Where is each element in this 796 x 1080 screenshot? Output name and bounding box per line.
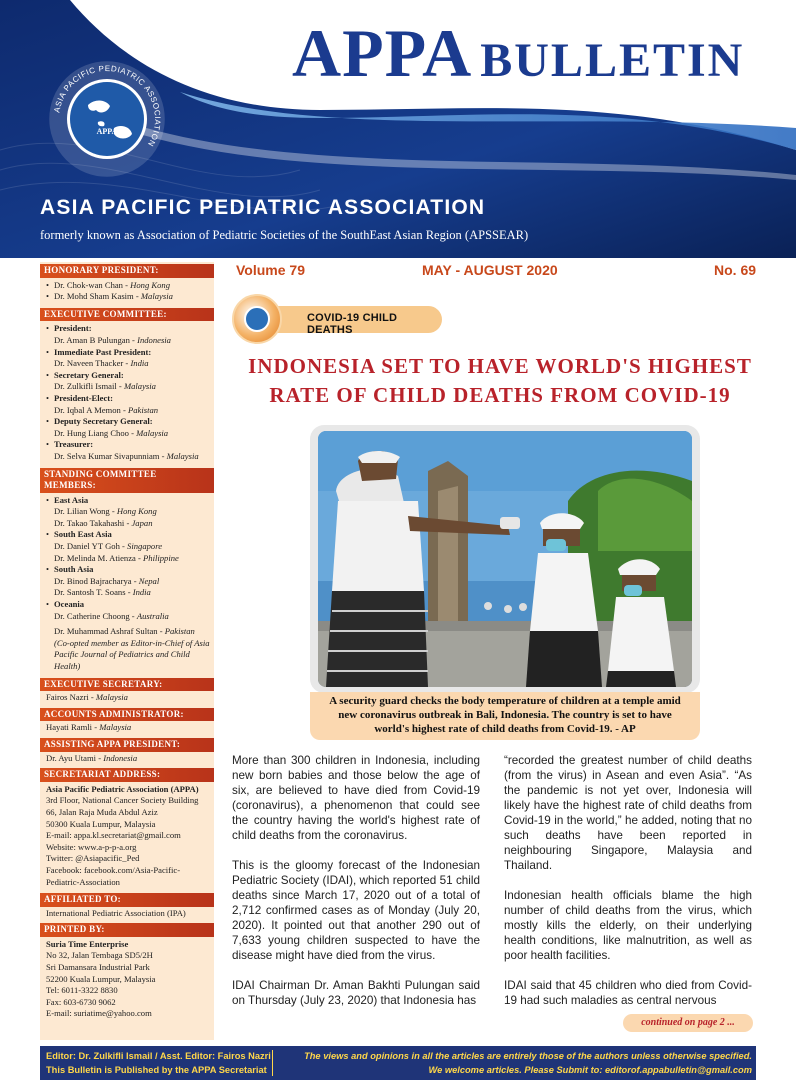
list-item: • Immediate Past President: Dr. Naveen Thacker - India <box>46 347 210 370</box>
accounts-administrator: Hayati Ramli - Malaysia <box>46 722 132 733</box>
appa-logo <box>48 60 166 178</box>
executive-list <box>40 321 214 465</box>
list-item: • President-Elect: Dr. Iqbal A Memon - Pakistan <box>46 393 210 416</box>
logo-center-text: APPA <box>96 127 118 136</box>
secretariat-address: Asia Pacific Pediatric Association (APPA) 3rd Floor, National Cancer Society Building 66, Jalan Raja Muda Abdul Aziz 50300 Kuala Lumpur, Malaysia E-mail: appa.kl.secretariat@gmail.com Website: www.a-p-p-a.org Twitter: @Asiapacific_Ped Facebook: facebook.com/Asia-Pacific-Pediatric-Association <box>40 782 214 891</box>
masthead <box>0 0 796 258</box>
footer-credits <box>46 1049 271 1077</box>
logo-ring-text: ASIA PACIFIC PEDIATRIC ASSOCIATION <box>52 63 163 149</box>
submission-line[interactable]: We welcome articles. Please Submit to: editorof.appabulletin@gmail.com <box>428 1065 752 1075</box>
issue-number: No. 69 <box>714 262 757 278</box>
editors-line: Editor: Dr. Zulkifli Ismail / Asst. Editor: Fairos Nazri <box>46 1051 271 1061</box>
coopted-note: (Co-opted member as Editor-in-Chief of Asia Pacific Journal of Pediatrics and Child Health) <box>54 637 210 671</box>
paragraph: More than 300 children in Indonesia, including new born babies and those below the age of six, are believed to have died from Covid-19 (coronavirus), a phenomenon that could see the country having the world's highest rate of child deaths from the coronavirus. <box>232 754 480 842</box>
title-bulletin: BULLETIN <box>480 34 745 87</box>
paragraph: IDAI said that 45 children who died from Covid-19 had such maladies as central nervous <box>504 979 752 1007</box>
secretariat-email[interactable]: E-mail: appa.kl.secretariat@gmail.com <box>46 830 181 841</box>
printed-by-heading: PRINTED BY: <box>40 923 214 937</box>
affiliated-heading: AFFILIATED TO: <box>40 893 214 907</box>
secretariat-heading: SECRETARIAT ADDRESS: <box>40 768 214 782</box>
standing-list <box>40 493 214 676</box>
list-item: • President: Dr. Aman B Pulungan - Indonesia <box>46 323 210 346</box>
list-item: • Secretary General: Dr. Zulkifli Ismail - Malaysia <box>46 370 210 393</box>
list-item: • East Asia Dr. Lilian Wong - Hong Kong Dr. Takao Takahashi - Japan <box>46 495 210 530</box>
paragraph: Indonesian health officials blame the high number of child deaths from the virus, which mostly kills the elderly, on their underlying health conditions, like malnutrition, as well as poor health facilities. <box>504 889 752 962</box>
photo-caption: A security guard checks the body temperature of children at a temple amid new coronavirus outbreak in Bali, Indonesia. The country is set to have world's highest rate of child deaths from Covid-19. - AP <box>310 692 700 740</box>
issue-info <box>232 262 756 278</box>
assisting-president: Dr. Ayu Utami - Indonesia <box>46 752 138 763</box>
assisting-heading: ASSISTING APPA PRESIDENT: <box>40 738 214 752</box>
affiliation: International Pediatric Association (IPA) <box>46 907 186 918</box>
list-item: • South East Asia Dr. Daniel YT Goh - Singapore Dr. Melinda M. Atienza - Philippine <box>46 529 210 564</box>
section-tag <box>232 294 442 344</box>
printer-address: Suria Time Enterprise No 32, Jalan Tembaga SD5/2H Sri Damansara Industrial Park 52200 Kuala Lumpur, Malaysia Tel: 6011-3322 8830 Fax: 603-6730 9062 E-mail: suriatime@yahoo.com <box>40 937 214 1023</box>
temple-temperature-check-image <box>318 431 692 687</box>
publisher-line: This Bulletin is Published by the APPA Secretariat <box>46 1065 267 1075</box>
footer-bar <box>40 1046 756 1080</box>
globe-icon <box>232 294 282 344</box>
footer-notice <box>280 1049 752 1077</box>
executive-secretary-heading: EXECUTIVE SECRETARY: <box>40 678 214 692</box>
continued-link[interactable]: continued on page 2 ... <box>623 1014 753 1032</box>
disclaimer-line: The views and opinions in all the articles are entirely those of the authors unless otherwise specified. <box>304 1051 752 1061</box>
issue-date: MAY - AUGUST 2020 <box>422 262 558 278</box>
paragraph: “recorded the greatest number of child deaths (from the virus) in Asean and even Asia”. “As the pandemic is not yet over, Indonesia will likely have the highest rate of child deaths from Covid-19 in the world,” he added, noting that no such deaths have been reported in neighbouring Singapore, Malaysia and Thailand. <box>504 754 752 872</box>
list-item: • Deputy Secretary General: Dr. Hung Liang Choo - Malaysia <box>46 416 210 439</box>
footer-divider <box>272 1050 273 1076</box>
list-item: • Dr. Chok-wan Chan - Hong Kong <box>46 280 210 292</box>
secretariat-website[interactable]: Website: www.a-p-p-a.org <box>46 841 137 852</box>
sidebar-directory <box>40 262 214 1040</box>
article-column-2 <box>504 753 752 1023</box>
volume-label: Volume 79 <box>236 262 305 278</box>
article-headline: INDONESIA SET TO HAVE WORLD'S HIGHEST RATE OF CHILD DEATHS FROM COVID-19 <box>248 354 752 407</box>
formerly-known-as: formerly known as Association of Pediatric Societies of the SouthEast Asian Region (APSSEAR) <box>40 228 529 242</box>
honorary-heading: HONORARY PRESIDENT: <box>40 264 214 278</box>
article-photo <box>318 431 692 687</box>
article-column-1 <box>232 753 480 1023</box>
executive-heading: EXECUTIVE COMMITTEE: <box>40 308 214 322</box>
bulletin-title <box>292 14 744 93</box>
title-appa: APPA <box>292 15 473 91</box>
paragraph: This is the gloomy forecast of the Indonesian Pediatric Society (IDAI), which reported 51 child deaths since March 17, 2020 out of a total of 2,712 confirmed cases as of Monday (July 20, 2020). It pointed out that another 290 out of 7,633 young children suspected to have the disease might have died from the virus. <box>232 859 480 962</box>
list-item: • South Asia Dr. Binod Bajracharya - Nepal Dr. Santosh T. Soans - India <box>46 564 210 599</box>
executive-secretary: Fairos Nazri - Malaysia <box>46 692 128 703</box>
tag-label: COVID-19 CHILD DEATHS <box>307 312 398 336</box>
printer-email[interactable]: E-mail: suriatime@yahoo.com <box>46 1008 152 1019</box>
accounts-heading: ACCOUNTS ADMINISTRATOR: <box>40 708 214 722</box>
paragraph: IDAI Chairman Dr. Aman Bakhti Pulungan said on Thursday (July 23, 2020) that Indonesia has <box>232 979 480 1007</box>
association-name: ASIA PACIFIC PEDIATRIC ASSOCIATION <box>40 196 486 219</box>
standing-heading: STANDING COMMITTEE MEMBERS: <box>40 468 214 493</box>
list-item: • Dr. Mohd Sham Kasim - Malaysia <box>46 291 210 303</box>
list-item: • Treasurer: Dr. Selva Kumar Sivapunniam - Malaysia <box>46 439 210 462</box>
list-item: • Oceania Dr. Catherine Choong - Australia <box>46 599 210 622</box>
honorary-list <box>40 278 214 306</box>
list-item: Dr. Muhammad Ashraf Sultan - Pakistan (Co-opted member as Editor-in-Chief of Asia Pacific Journal of Pediatrics and Child Health) <box>54 626 210 671</box>
